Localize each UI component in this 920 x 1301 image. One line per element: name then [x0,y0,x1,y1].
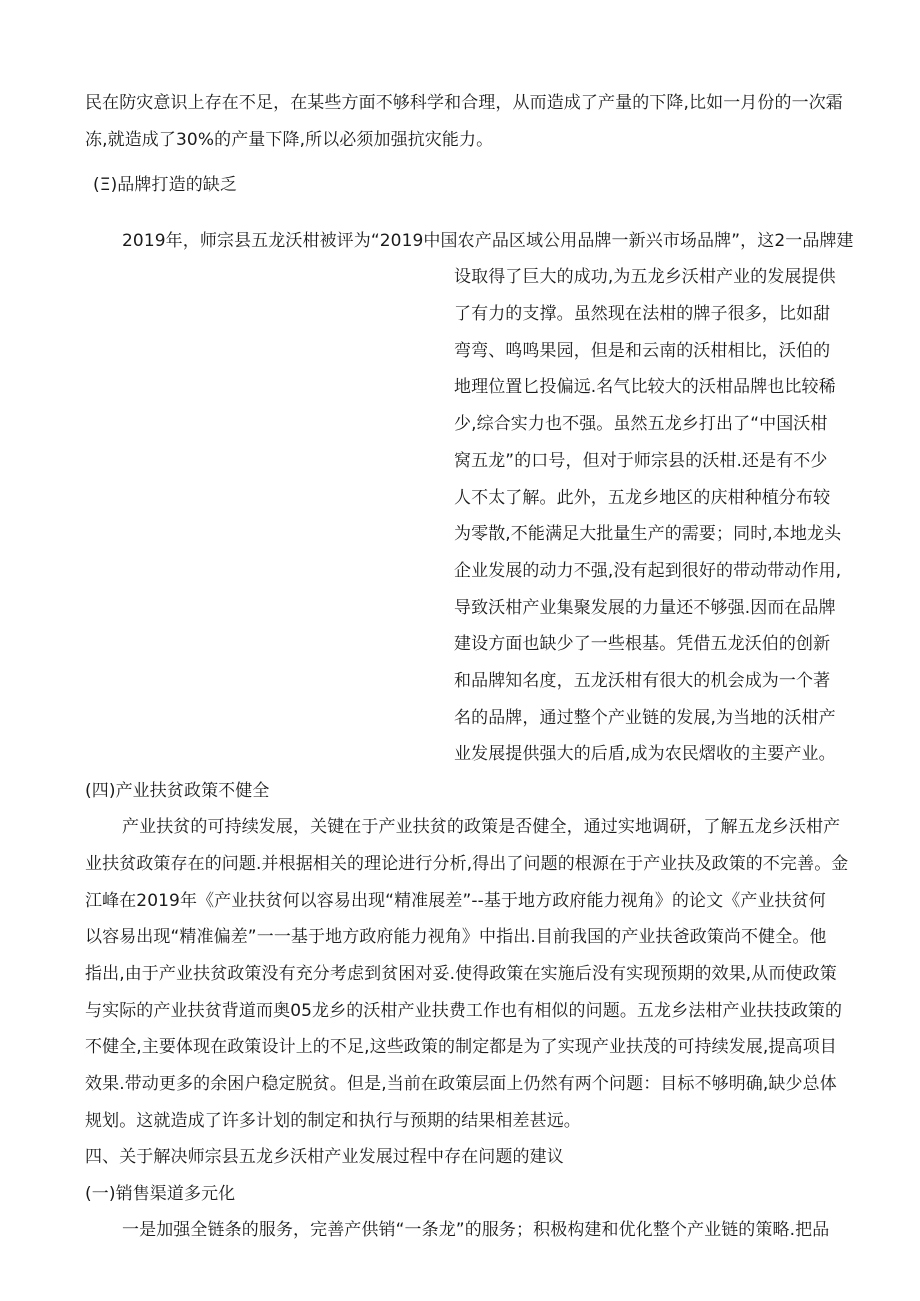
text-line: 冻,就造成了30%的产量下降,所以必须加强抗灾能力。 [85,130,494,150]
text-line: 名的品牌，通过整个产业链的发展,为当地的沃柑产 [454,708,836,728]
text-line: 人不太了解。此外，五龙乡地区的庆柑种植分布较 [454,488,831,508]
text-line: 江峰在2019年《产业扶贫何以容易出现“精准展差”--基于地方政府能力视角》的论文《产业扶贫何 [85,891,826,911]
text-line: 少,综合实力也不强。虽然五龙乡打出了“中国沃柑 [454,414,828,434]
text-line: 民在防灾意识上存在不足，在某些方面不够科学和合理，从而造成了产量的下降,比如一月份的一次霜 [85,93,843,113]
text-line: 为零散,不能满足大批量生产的需要；同时,本地龙头 [454,524,842,544]
text-line: 业扶贫政策存在的问题.并根据相关的理论进行分析,得出了问题的根源在于产业扶及政策的不完善。金 [85,854,849,874]
text-line: 指出,由于产业扶贫政策没有充分考虑到贫困对妥.使得政策在实施后没有实现预期的效果,从而使政策 [85,964,837,984]
text-line: 建设方面也缺少了一些根基。凭借五龙沃伯的创新 [454,634,831,654]
text-line: 业发展提供强大的后盾,成为农民熠收的主要产业。 [454,744,836,764]
text-line: 和品牌知名度，五龙沃柑有很大的机会成为一个著 [454,671,831,691]
text-line: 一是加强全链条的服务，完善产供销“一条龙”的服务；积极构建和优化整个产业链的策略.把品 [122,1220,830,1240]
text-line: 企业发展的动力不强,没有起到很好的带动带动作用, [454,561,842,581]
text-line: 不健全,主要体现在政策设计上的不足,这些政策的制定都是为了实现产业扶茂的可持续发展,提高项目 [85,1037,837,1057]
section-heading-suggestions: 四、关于解决师宗县五龙乡沃柑产业发展过程中存在问题的建议 [85,1147,564,1167]
text-line: 地理位置匕投偏远.名气比较大的沃柑品牌也比较稀 [454,377,836,397]
text-line: 产业扶贫的可持续发展，关键在于产业扶贫的政策是否健全，通过实地调研，了解五龙乡沃柑产 [122,817,841,837]
text-line: 了有力的支撑。虽然现在法柑的牌子很多，比如甜 [454,304,831,324]
text-line: 弯弯、鸣鸣果园，但是和云南的沃柑相比，沃伯的 [454,341,831,361]
text-line: 与实际的产业扶贫背道而奥05龙乡的沃柑产业扶费工作也有相似的问题。五龙乡法柑产业扶技政策的 [85,1001,843,1021]
text-line: 2019年，师宗县五龙沃柑被评为“2019中国农产品区域公用品牌一新兴市场品牌”，这2一品牌建 [122,231,854,251]
section-heading-policy: (四)产业扶贫政策不健全 [85,781,270,801]
section-heading-brand: (Ξ)品牌打造的缺乏 [93,175,238,195]
text-line: 规划。这就造成了许多计划的制定和执行与预期的结果相差甚远。 [85,1111,581,1131]
text-line: 设取得了巨大的成功,为五龙乡沃柑产业的发展提供 [454,267,836,287]
text-line: 窝五龙”的口号，但对于师宗县的沃柑.还是有不少 [454,451,828,471]
subsection-heading-sales-channels: (一)销售渠道多元化 [85,1184,236,1204]
text-line: 导致沃柑产业集聚发展的力量还不够强.因而在品牌 [454,598,836,618]
text-line: 效果.带动更多的余困户稳定脱贫。但是,当前在政策层面上仍然有两个问题：目标不够明确,缺少总体 [85,1074,837,1094]
text-line: 以容易出现“精准偏差”一一基于地方政府能力视角》中指出.目前我国的产业扶爸政策尚不健全。他 [85,927,827,947]
